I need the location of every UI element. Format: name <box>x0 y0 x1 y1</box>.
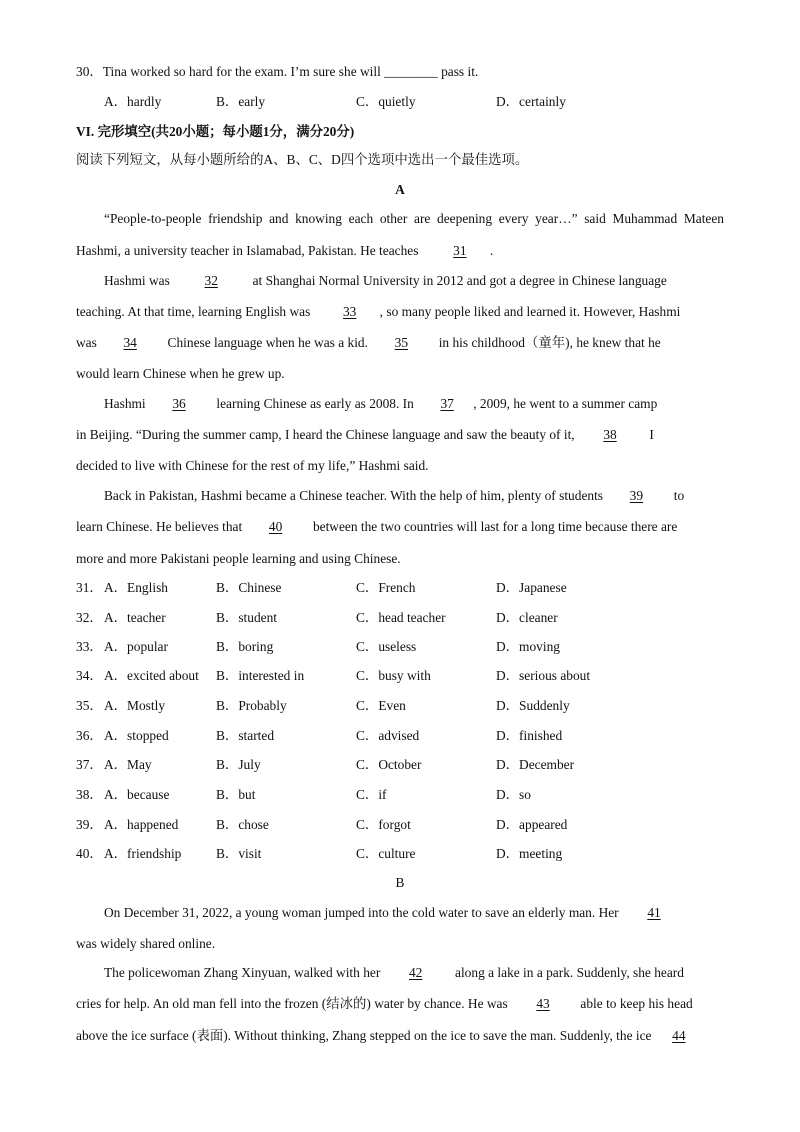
option-c: C．head teacher <box>356 610 446 625</box>
option-c: C．forgot <box>356 817 411 832</box>
text-run: learn Chinese. He believes that <box>76 519 243 534</box>
text-run: , so many people liked and learned it. However, Hashmi <box>379 304 681 319</box>
text-run: The policewoman Zhang Xinyuan, walked with her <box>104 965 381 980</box>
blank-39[interactable]: 39 <box>629 488 644 503</box>
text-run: On December 31, 2022, a young woman jumped into the cold water to save an elderly man. Her <box>104 905 619 920</box>
option-b: B．July <box>216 757 261 772</box>
option-number: 32． <box>76 610 103 625</box>
option-d: D．appeared <box>496 817 568 832</box>
passage-a-p3-line1 <box>104 395 724 413</box>
blank-40[interactable]: 40 <box>268 519 283 534</box>
passage-a-p4-line1 <box>104 487 724 505</box>
option-a: A．happened <box>104 817 179 832</box>
text-run: cries for help. An old man fell into the frozen (结冰的) water by chance. He was <box>76 996 508 1011</box>
text-run: . <box>489 243 494 258</box>
text-run: Chinese language when he was a kid. <box>167 335 368 350</box>
option-c: C．Even <box>356 698 406 713</box>
option-d: D．Japanese <box>496 580 567 595</box>
option-c: C．culture <box>356 846 416 861</box>
option-d: D．so <box>496 787 531 802</box>
text-run: to <box>673 488 685 503</box>
blank-44[interactable]: 44 <box>672 1028 686 1043</box>
option-b: B．chose <box>216 817 269 832</box>
q30-option-d: D．certainly <box>496 94 566 109</box>
option-c: C．if <box>356 787 387 802</box>
section-6-heading: VI. 完形填空(共20小题；每小题1分，满分20分) <box>76 124 355 139</box>
text-run: at Shanghai Normal University in 2012 and got a degree in Chinese language <box>252 273 667 288</box>
text-run: between the two countries will last for a long time because there are <box>312 519 678 534</box>
text-run: in Beijing. “During the summer camp, I heard the Chinese language and saw the beauty of it, <box>76 427 575 442</box>
text-run: I <box>649 427 654 442</box>
option-b: B．Probably <box>216 698 287 713</box>
option-b: B．interested in <box>216 668 305 683</box>
option-number: 37． <box>76 757 103 772</box>
text-run: learning Chinese as early as 2008. In <box>216 396 414 411</box>
option-number: 33． <box>76 639 103 654</box>
option-d: D．finished <box>496 728 563 743</box>
text-run: Back in Pakistan, Hashmi became a Chinese teacher. With the help of him, plenty of students <box>104 488 604 503</box>
blank-43[interactable]: 43 <box>536 996 550 1011</box>
passage-a-label: A <box>395 182 405 197</box>
passage-a-p1-line2 <box>76 242 724 260</box>
passage-a-p3-line2 <box>76 426 724 444</box>
blank-35[interactable]: 35 <box>394 335 409 350</box>
passage-a-p3-line3: decided to live with Chinese for the rest of my life,” Hashmi said. <box>76 458 429 473</box>
text-run: able to keep his head <box>580 996 693 1011</box>
option-b: B．started <box>216 728 275 743</box>
option-b: B．student <box>216 610 278 625</box>
option-c: C．French <box>356 580 416 595</box>
blank-33[interactable]: 33 <box>342 304 357 319</box>
option-a: A．friendship <box>104 846 182 861</box>
option-number: 38． <box>76 787 103 802</box>
option-a: A．popular <box>104 639 168 654</box>
section-6-instruction: 阅读下列短文，从每小题所给的A、B、C、D四个选项中选出一个最佳选项。 <box>76 152 529 167</box>
passage-a-p4-line2 <box>76 518 724 536</box>
blank-31[interactable]: 31 <box>453 243 467 258</box>
option-b: B．visit <box>216 846 262 861</box>
passage-a-p2-line2 <box>76 303 724 321</box>
blank-34[interactable]: 34 <box>123 335 137 350</box>
text-run: Hashmi, a university teacher in Islamabad, Pakistan. He teaches <box>76 243 419 258</box>
option-number: 35． <box>76 698 103 713</box>
passage-a-p2-line3 <box>76 334 724 352</box>
blank-41[interactable]: 41 <box>647 905 661 920</box>
q30-option-b: B．early <box>216 94 266 109</box>
q30-option-c: C．quietly <box>356 94 416 109</box>
passage-a-p1-line1: “People-to-people friendship and knowing each other are deepening every year…” said Muhammad Mateen <box>104 211 724 226</box>
passage-b-p1-line1 <box>104 904 724 922</box>
option-number: 31． <box>76 580 103 595</box>
option-c: C．advised <box>356 728 420 743</box>
option-number: 34． <box>76 668 103 683</box>
text-run: in his childhood（童年), he knew that he <box>438 335 661 350</box>
passage-b-p2-line3 <box>76 1027 724 1045</box>
passage-a-p2-line4: would learn Chinese when he grew up. <box>76 366 285 381</box>
text-run: teaching. At that time, learning English was <box>76 304 311 319</box>
text-run: Hashmi <box>104 396 146 411</box>
q30-option-a: A．hardly <box>104 94 162 109</box>
option-c: C．busy with <box>356 668 431 683</box>
blank-32[interactable]: 32 <box>204 273 218 288</box>
option-c: C．October <box>356 757 422 772</box>
option-a: A．teacher <box>104 610 166 625</box>
passage-a-p4-line3: more and more Pakistani people learning and using Chinese. <box>76 551 401 566</box>
option-number: 36． <box>76 728 103 743</box>
option-number: 39． <box>76 817 103 832</box>
text-run: along a lake in a park. Suddenly, she heard <box>455 965 684 980</box>
option-b: B．Chinese <box>216 580 282 595</box>
option-number: 40． <box>76 846 103 861</box>
option-d: D．meeting <box>496 846 563 861</box>
question-30-stem: 30．Tina worked so hard for the exam. I’m sure she will ________ pass it. <box>76 64 479 79</box>
option-a: A．stopped <box>104 728 169 743</box>
blank-42[interactable]: 42 <box>408 965 423 980</box>
passage-b-p1-line2: was widely shared online. <box>76 936 216 951</box>
passage-b-label: B <box>395 875 405 890</box>
option-a: A．because <box>104 787 170 802</box>
option-b: B．but <box>216 787 256 802</box>
text-run: was <box>76 335 97 350</box>
option-a: A．excited about <box>104 668 199 683</box>
option-b: B．boring <box>216 639 274 654</box>
option-d: D．serious about <box>496 668 591 683</box>
passage-a-p2-line1 <box>104 272 724 290</box>
option-a: A．Mostly <box>104 698 166 713</box>
blank-38[interactable]: 38 <box>603 427 617 442</box>
option-a: A．English <box>104 580 168 595</box>
text-run: above the ice surface (表面). Without thinking, Zhang stepped on the ice to save the man. Suddenly, the ice <box>76 1028 652 1043</box>
blank-37[interactable]: 37 <box>440 396 454 411</box>
text-run: , 2009, he went to a summer camp <box>473 396 658 411</box>
option-a: A．May <box>104 757 152 772</box>
option-d: D．Suddenly <box>496 698 570 713</box>
option-c: C．useless <box>356 639 417 654</box>
text-run: Hashmi was <box>104 273 170 288</box>
passage-b-p2-line2 <box>76 995 724 1013</box>
blank-36[interactable]: 36 <box>172 396 186 411</box>
passage-b-p2-line1 <box>104 964 724 982</box>
option-d: D．moving <box>496 639 560 654</box>
option-d: D．December <box>496 757 575 772</box>
option-d: D．cleaner <box>496 610 558 625</box>
